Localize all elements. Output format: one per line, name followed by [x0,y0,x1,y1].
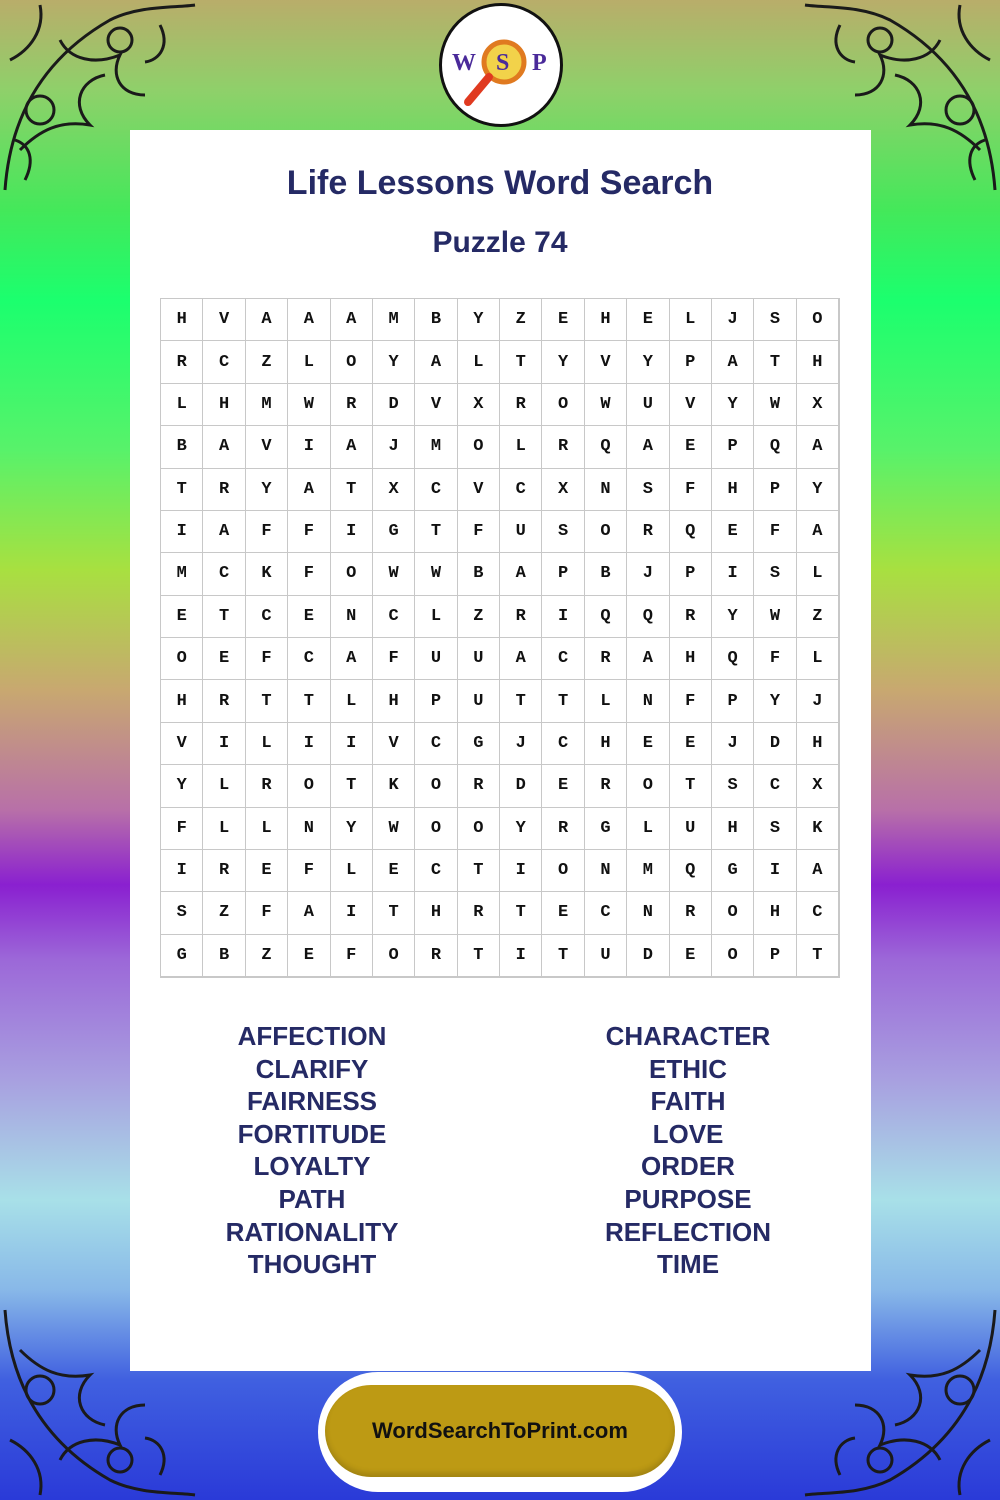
grid-cell: Q [754,426,796,468]
grid-cell: X [797,765,839,807]
grid-cell: L [670,299,712,341]
grid-cell: K [373,765,415,807]
grid-cell: O [585,511,627,553]
grid-cell: V [203,299,245,341]
grid-cell: E [670,935,712,977]
grid-cell: O [458,426,500,468]
grid-cell: O [458,808,500,850]
grid-cell: E [712,511,754,553]
grid-cell: J [797,680,839,722]
word-list-item: RATIONALITY [225,1216,399,1247]
grid-cell: F [246,511,288,553]
grid-cell: A [203,426,245,468]
grid-cell: A [288,469,330,511]
grid-cell: W [373,808,415,850]
grid-cell: R [500,596,542,638]
grid-cell: P [712,680,754,722]
grid-cell: X [542,469,584,511]
grid-cell: S [754,808,796,850]
grid-cell: I [754,850,796,892]
grid-cell: I [331,892,373,934]
grid-cell: R [203,850,245,892]
grid-cell: P [754,469,796,511]
grid-cell: U [585,935,627,977]
grid-cell: Z [797,596,839,638]
grid-cell: M [415,426,457,468]
grid-cell: O [373,935,415,977]
grid-cell: F [373,638,415,680]
word-list-item: REFLECTION [604,1216,772,1247]
grid-cell: C [415,469,457,511]
grid-cell: L [458,341,500,383]
grid-cell: L [203,808,245,850]
grid-cell: T [500,341,542,383]
grid-cell: Z [246,935,288,977]
grid-cell: J [712,299,754,341]
word-list-item: AFFECTION [237,1021,387,1051]
grid-cell: U [670,808,712,850]
grid-cell: I [542,596,584,638]
logo-letter-w: W [452,50,476,76]
grid-cell: A [797,426,839,468]
grid-cell: V [246,426,288,468]
grid-cell: X [797,384,839,426]
grid-cell: P [712,426,754,468]
grid-cell: R [585,638,627,680]
grid-cell: W [754,596,796,638]
word-list-item: LOVE [652,1118,724,1149]
grid-cell: G [458,723,500,765]
word-list-item: LOYALTY [253,1151,371,1182]
puzzle-number: Puzzle 74 [432,226,568,259]
grid-cell: T [246,680,288,722]
grid-cell: Y [500,808,542,850]
grid-cell: H [670,638,712,680]
grid-cell: N [585,850,627,892]
grid-cell: E [373,850,415,892]
grid-cell: A [331,426,373,468]
grid-cell: P [670,553,712,595]
grid-cell: H [754,892,796,934]
grid-cell: X [458,384,500,426]
grid-cell: A [627,638,669,680]
grid-cell: Z [246,341,288,383]
grid-cell: E [542,765,584,807]
grid-cell: F [246,638,288,680]
grid-cell: A [203,511,245,553]
grid-cell: A [797,850,839,892]
grid-cell: Q [585,426,627,468]
grid-cell: F [754,511,796,553]
grid-cell: U [458,680,500,722]
grid-cell: S [754,553,796,595]
grid-cell: P [415,680,457,722]
grid-cell: R [670,596,712,638]
grid-cell: O [712,935,754,977]
grid-cell: Y [458,299,500,341]
grid-cell: T [415,511,457,553]
grid-cell: I [203,723,245,765]
grid-cell: T [542,680,584,722]
grid-cell: S [754,299,796,341]
word-list-item: TIME [656,1249,720,1280]
grid-cell: R [246,765,288,807]
grid-cell: C [203,341,245,383]
grid-cell: E [161,596,203,638]
grid-cell: V [161,723,203,765]
grid-cell: L [500,426,542,468]
grid-cell: Y [712,384,754,426]
grid-cell: H [203,384,245,426]
grid-cell: E [627,723,669,765]
word-list-item: PATH [278,1183,346,1214]
grid-cell: E [627,299,669,341]
grid-cell: Q [712,638,754,680]
grid-cell: W [415,553,457,595]
grid-cell: I [288,426,330,468]
grid-cell: O [415,765,457,807]
grid-cell: T [542,935,584,977]
grid-cell: O [288,765,330,807]
grid-cell: F [161,808,203,850]
grid-cell: T [161,469,203,511]
grid-cell: J [712,723,754,765]
grid-cell: C [542,723,584,765]
grid-cell: R [458,765,500,807]
grid-cell: U [500,511,542,553]
grid-cell: E [288,596,330,638]
grid-cell: C [797,892,839,934]
grid-cell: I [712,553,754,595]
grid-cell: V [373,723,415,765]
grid-cell: E [203,638,245,680]
grid-cell: Y [542,341,584,383]
grid-cell: K [246,553,288,595]
grid-cell: T [458,935,500,977]
grid-cell: F [288,850,330,892]
grid-cell: B [415,299,457,341]
grid-cell: N [627,680,669,722]
word-list-item: FAITH [650,1086,726,1117]
grid-cell: R [331,384,373,426]
grid-cell: C [585,892,627,934]
grid-cell: R [458,892,500,934]
grid-cell: C [288,638,330,680]
grid-cell: M [161,553,203,595]
grid-cell: D [627,935,669,977]
grid-cell: Y [627,341,669,383]
grid-cell: O [712,892,754,934]
grid-cell: F [670,469,712,511]
grid-cell: H [797,723,839,765]
word-list-item: THOUGHT [247,1249,377,1280]
grid-cell: H [373,680,415,722]
grid-cell: J [500,723,542,765]
grid-cell: C [203,553,245,595]
grid-cell: T [331,765,373,807]
word-list-left [162,1020,462,1281]
grid-cell: C [415,850,457,892]
grid-cell: O [627,765,669,807]
grid-cell: F [458,511,500,553]
grid-cell: H [712,808,754,850]
grid-cell: V [458,469,500,511]
word-list-item: CHARACTER [605,1021,771,1051]
grid-cell: J [373,426,415,468]
word-list-item: FAIRNESS [246,1086,378,1117]
grid-cell: R [203,469,245,511]
grid-cell: R [203,680,245,722]
grid-cell: N [627,892,669,934]
grid-cell: I [500,935,542,977]
letter-grid [160,298,840,978]
grid-cell: B [203,935,245,977]
grid-cell: A [500,553,542,595]
grid-cell: G [712,850,754,892]
grid-cell: E [670,426,712,468]
grid-cell: C [246,596,288,638]
grid-cell: S [627,469,669,511]
grid-cell: G [161,935,203,977]
grid-cell: I [331,511,373,553]
grid-cell: A [712,341,754,383]
grid-cell: S [161,892,203,934]
grid-cell: G [373,511,415,553]
grid-cell: A [288,892,330,934]
grid-cell: L [288,341,330,383]
grid-cell: R [670,892,712,934]
grid-cell: H [585,299,627,341]
grid-cell: H [161,680,203,722]
grid-cell: R [500,384,542,426]
grid-cell: E [246,850,288,892]
grid-cell: R [542,808,584,850]
grid-cell: Z [203,892,245,934]
grid-cell: L [585,680,627,722]
grid-cell: C [542,638,584,680]
grid-cell: F [331,935,373,977]
grid-cell: Q [670,850,712,892]
wsp-logo [439,3,563,127]
grid-cell: K [797,808,839,850]
grid-cell: V [585,341,627,383]
grid-cell: B [161,426,203,468]
grid-cell: D [754,723,796,765]
grid-cell: Y [797,469,839,511]
grid-cell: R [627,511,669,553]
grid-cell: Q [585,596,627,638]
grid-cell: M [627,850,669,892]
grid-cell: L [331,680,373,722]
grid-cell: A [288,299,330,341]
grid-cell: R [161,341,203,383]
grid-cell: O [331,553,373,595]
grid-cell: P [754,935,796,977]
grid-cell: F [670,680,712,722]
grid-cell: N [585,469,627,511]
grid-cell: W [373,553,415,595]
grid-cell: T [288,680,330,722]
grid-cell: Z [458,596,500,638]
grid-cell: F [288,511,330,553]
grid-cell: G [585,808,627,850]
grid-cell: A [331,299,373,341]
grid-cell: M [246,384,288,426]
grid-cell: L [797,553,839,595]
grid-cell: T [331,469,373,511]
grid-cell: R [585,765,627,807]
grid-cell: Y [754,680,796,722]
grid-cell: H [415,892,457,934]
grid-cell: F [288,553,330,595]
grid-cell: O [797,299,839,341]
grid-cell: A [415,341,457,383]
grid-cell: L [246,808,288,850]
grid-cell: L [415,596,457,638]
grid-cell: T [458,850,500,892]
grid-cell: L [161,384,203,426]
word-list-item: ETHIC [649,1053,727,1084]
grid-cell: Z [500,299,542,341]
grid-cell: C [754,765,796,807]
grid-cell: S [542,511,584,553]
grid-cell: L [797,638,839,680]
grid-cell: Y [373,341,415,383]
footer-site-link[interactable]: WordSearchToPrint.com [325,1385,675,1477]
grid-cell: F [246,892,288,934]
grid-cell: Q [670,511,712,553]
grid-cell: T [203,596,245,638]
grid-cell: C [373,596,415,638]
grid-cell: E [670,723,712,765]
grid-cell: W [754,384,796,426]
grid-cell: T [670,765,712,807]
grid-cell: O [161,638,203,680]
grid-cell: Y [331,808,373,850]
logo-letter-p: P [532,50,547,76]
grid-cell: F [754,638,796,680]
grid-cell: R [542,426,584,468]
grid-cell: L [627,808,669,850]
word-list-right [538,1020,838,1281]
grid-cell: O [415,808,457,850]
grid-cell: Y [246,469,288,511]
grid-cell: A [246,299,288,341]
grid-cell: V [415,384,457,426]
logo-letter-s: S [496,50,510,76]
grid-cell: D [500,765,542,807]
word-list-item: PURPOSE [624,1183,752,1214]
grid-cell: O [542,384,584,426]
grid-cell: U [458,638,500,680]
grid-cell: Q [627,596,669,638]
grid-cell: T [500,892,542,934]
word-list-item: FORTITUDE [237,1118,387,1149]
grid-cell: A [797,511,839,553]
grid-cell: B [585,553,627,595]
grid-cell: C [415,723,457,765]
grid-cell: D [373,384,415,426]
grid-cell: B [458,553,500,595]
grid-cell: I [331,723,373,765]
grid-cell: T [797,935,839,977]
grid-cell: P [542,553,584,595]
grid-cell: L [331,850,373,892]
grid-cell: W [288,384,330,426]
page-title: Life Lessons Word Search [286,164,714,202]
grid-cell: N [331,596,373,638]
grid-cell: N [288,808,330,850]
grid-cell: I [161,850,203,892]
grid-cell: S [712,765,754,807]
grid-cell: R [415,935,457,977]
grid-cell: X [373,469,415,511]
grid-cell: U [415,638,457,680]
grid-cell: T [754,341,796,383]
grid-cell: L [246,723,288,765]
grid-cell: H [712,469,754,511]
grid-cell: A [500,638,542,680]
grid-cell: H [797,341,839,383]
grid-cell: O [542,850,584,892]
grid-cell: I [500,850,542,892]
grid-cell: T [373,892,415,934]
grid-cell: O [331,341,373,383]
grid-cell: E [542,892,584,934]
grid-cell: J [627,553,669,595]
grid-cell: T [500,680,542,722]
grid-cell: M [373,299,415,341]
grid-cell: Y [712,596,754,638]
grid-cell: E [542,299,584,341]
grid-cell: I [288,723,330,765]
grid-cell: E [288,935,330,977]
grid-cell: H [161,299,203,341]
word-list-item: CLARIFY [255,1053,369,1084]
grid-cell: L [203,765,245,807]
grid-cell: W [585,384,627,426]
grid-cell: V [670,384,712,426]
grid-cell: I [161,511,203,553]
grid-cell: H [585,723,627,765]
grid-cell: A [627,426,669,468]
grid-cell: U [627,384,669,426]
grid-cell: Y [161,765,203,807]
word-list-item: ORDER [641,1151,735,1182]
grid-cell: P [670,341,712,383]
grid-cell: C [500,469,542,511]
grid-cell: A [331,638,373,680]
